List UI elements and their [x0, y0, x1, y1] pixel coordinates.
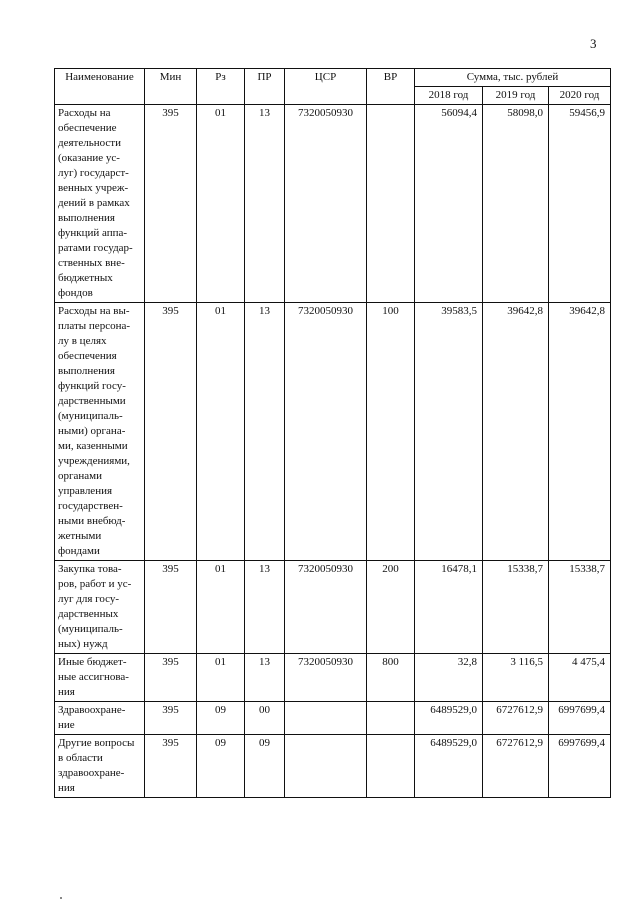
table-row	[55, 735, 611, 798]
header-min: Мин	[145, 69, 197, 105]
cell-2019: 39642,8	[483, 303, 549, 561]
cell-csr: 7320050930	[285, 105, 367, 303]
name-line: ных) нужд	[58, 638, 108, 650]
cell-vr	[367, 735, 415, 798]
name-line: Закупка това-	[58, 563, 122, 575]
name-line: (оказание ус-	[58, 152, 120, 164]
name-line: жетными	[58, 530, 102, 542]
name-line: лу в целях	[58, 335, 107, 347]
cell-csr	[285, 702, 367, 735]
cell-pr: 13	[245, 561, 285, 654]
cell-2020: 39642,8	[549, 303, 611, 561]
table-row	[55, 561, 611, 654]
name-line: Расходы на	[58, 107, 111, 119]
cell-min: 395	[145, 654, 197, 702]
name-line: ние	[58, 719, 75, 731]
cell-rz: 01	[197, 303, 245, 561]
cell-min: 395	[145, 303, 197, 561]
cell-vr	[367, 702, 415, 735]
name-line: фондами	[58, 545, 100, 557]
cell-vr: 800	[367, 654, 415, 702]
name-line: платы персона-	[58, 320, 131, 332]
name-line: выполнения	[58, 365, 115, 377]
cell-rz: 01	[197, 105, 245, 303]
header-year-2018: 2018 год	[415, 87, 483, 105]
name-line: ными) органа-	[58, 425, 126, 437]
name-line: ственных вне-	[58, 257, 125, 269]
cell-name	[55, 105, 145, 303]
cell-min: 395	[145, 735, 197, 798]
cell-vr: 100	[367, 303, 415, 561]
cell-pr: 13	[245, 654, 285, 702]
name-line: Другие вопросы	[58, 737, 135, 749]
name-line: деятельности	[58, 137, 121, 149]
table-header	[55, 69, 611, 105]
cell-2019: 3 116,5	[483, 654, 549, 702]
name-line: венных учреж-	[58, 182, 129, 194]
name-line: ния	[58, 686, 75, 698]
name-line: (муниципаль-	[58, 623, 123, 635]
name-line: здравоохране-	[58, 767, 125, 779]
cell-name	[55, 654, 145, 702]
name-line: в области	[58, 752, 103, 764]
name-line: обеспечения	[58, 350, 117, 362]
cell-2020: 4 475,4	[549, 654, 611, 702]
cell-2018: 6489529,0	[415, 735, 483, 798]
name-line: ров, работ и ус-	[58, 578, 132, 590]
cell-name	[55, 303, 145, 561]
table-row	[55, 702, 611, 735]
cell-pr: 00	[245, 702, 285, 735]
table-row	[55, 105, 611, 303]
cell-2018: 32,8	[415, 654, 483, 702]
name-line: дений в рамках	[58, 197, 130, 209]
cell-2020: 6997699,4	[549, 735, 611, 798]
name-line: (муниципаль-	[58, 410, 123, 422]
cell-rz: 01	[197, 561, 245, 654]
cell-min: 395	[145, 561, 197, 654]
name-line: ратами государ-	[58, 242, 133, 254]
name-line: ния	[58, 782, 75, 794]
header-csr: ЦСР	[285, 69, 367, 105]
name-line: обеспечение	[58, 122, 117, 134]
name-line: государствен-	[58, 500, 123, 512]
cell-vr: 200	[367, 561, 415, 654]
cell-2020: 6997699,4	[549, 702, 611, 735]
name-line: органами	[58, 470, 103, 482]
name-line: выполнения	[58, 212, 115, 224]
header-vr: ВР	[367, 69, 415, 105]
header-pr: ПР	[245, 69, 285, 105]
name-line: дарственными	[58, 395, 126, 407]
header-rz: Рз	[197, 69, 245, 105]
header-name: Наименование	[55, 69, 145, 105]
name-line: ными внебюд-	[58, 515, 126, 527]
cell-2019: 6727612,9	[483, 735, 549, 798]
budget-table	[54, 68, 611, 798]
cell-pr: 09	[245, 735, 285, 798]
name-line: функций аппа-	[58, 227, 128, 239]
name-line: ми, казенными	[58, 440, 128, 452]
cell-min: 395	[145, 702, 197, 735]
page-number: 3	[590, 36, 597, 51]
name-line: бюджетных	[58, 272, 113, 284]
cell-2020: 15338,7	[549, 561, 611, 654]
name-line: функций госу-	[58, 380, 126, 392]
name-line: учреждениями,	[58, 455, 130, 467]
cell-rz: 09	[197, 735, 245, 798]
name-line: Расходы на вы-	[58, 305, 130, 317]
cell-2020: 59456,9	[549, 105, 611, 303]
cell-pr: 13	[245, 105, 285, 303]
cell-2019: 6727612,9	[483, 702, 549, 735]
cell-csr: 7320050930	[285, 303, 367, 561]
name-line: ные ассигнова-	[58, 671, 129, 683]
cell-name	[55, 735, 145, 798]
name-line: управления	[58, 485, 113, 497]
table-row	[55, 303, 611, 561]
cell-2018: 39583,5	[415, 303, 483, 561]
cell-rz: 01	[197, 654, 245, 702]
name-line: луг) государст-	[58, 167, 129, 179]
cell-2018: 16478,1	[415, 561, 483, 654]
name-line: дарственных	[58, 608, 119, 620]
cell-rz: 09	[197, 702, 245, 735]
cell-vr	[367, 105, 415, 303]
name-line: фондов	[58, 287, 93, 299]
cell-pr: 13	[245, 303, 285, 561]
table-row	[55, 654, 611, 702]
cell-name	[55, 561, 145, 654]
scan-speck	[60, 897, 62, 899]
name-line: луг для госу-	[58, 593, 120, 605]
cell-2019: 15338,7	[483, 561, 549, 654]
cell-2018: 56094,4	[415, 105, 483, 303]
header-sum: Сумма, тыс. рублей	[415, 69, 611, 87]
cell-csr	[285, 735, 367, 798]
header-year-2019: 2019 год	[483, 87, 549, 105]
table-body	[55, 105, 611, 798]
name-line: Здравоохране-	[58, 704, 126, 716]
cell-min: 395	[145, 105, 197, 303]
name-line: Иные бюджет-	[58, 656, 127, 668]
cell-csr: 7320050930	[285, 561, 367, 654]
cell-2018: 6489529,0	[415, 702, 483, 735]
cell-csr: 7320050930	[285, 654, 367, 702]
header-year-2020: 2020 год	[549, 87, 611, 105]
cell-name	[55, 702, 145, 735]
cell-2019: 58098,0	[483, 105, 549, 303]
